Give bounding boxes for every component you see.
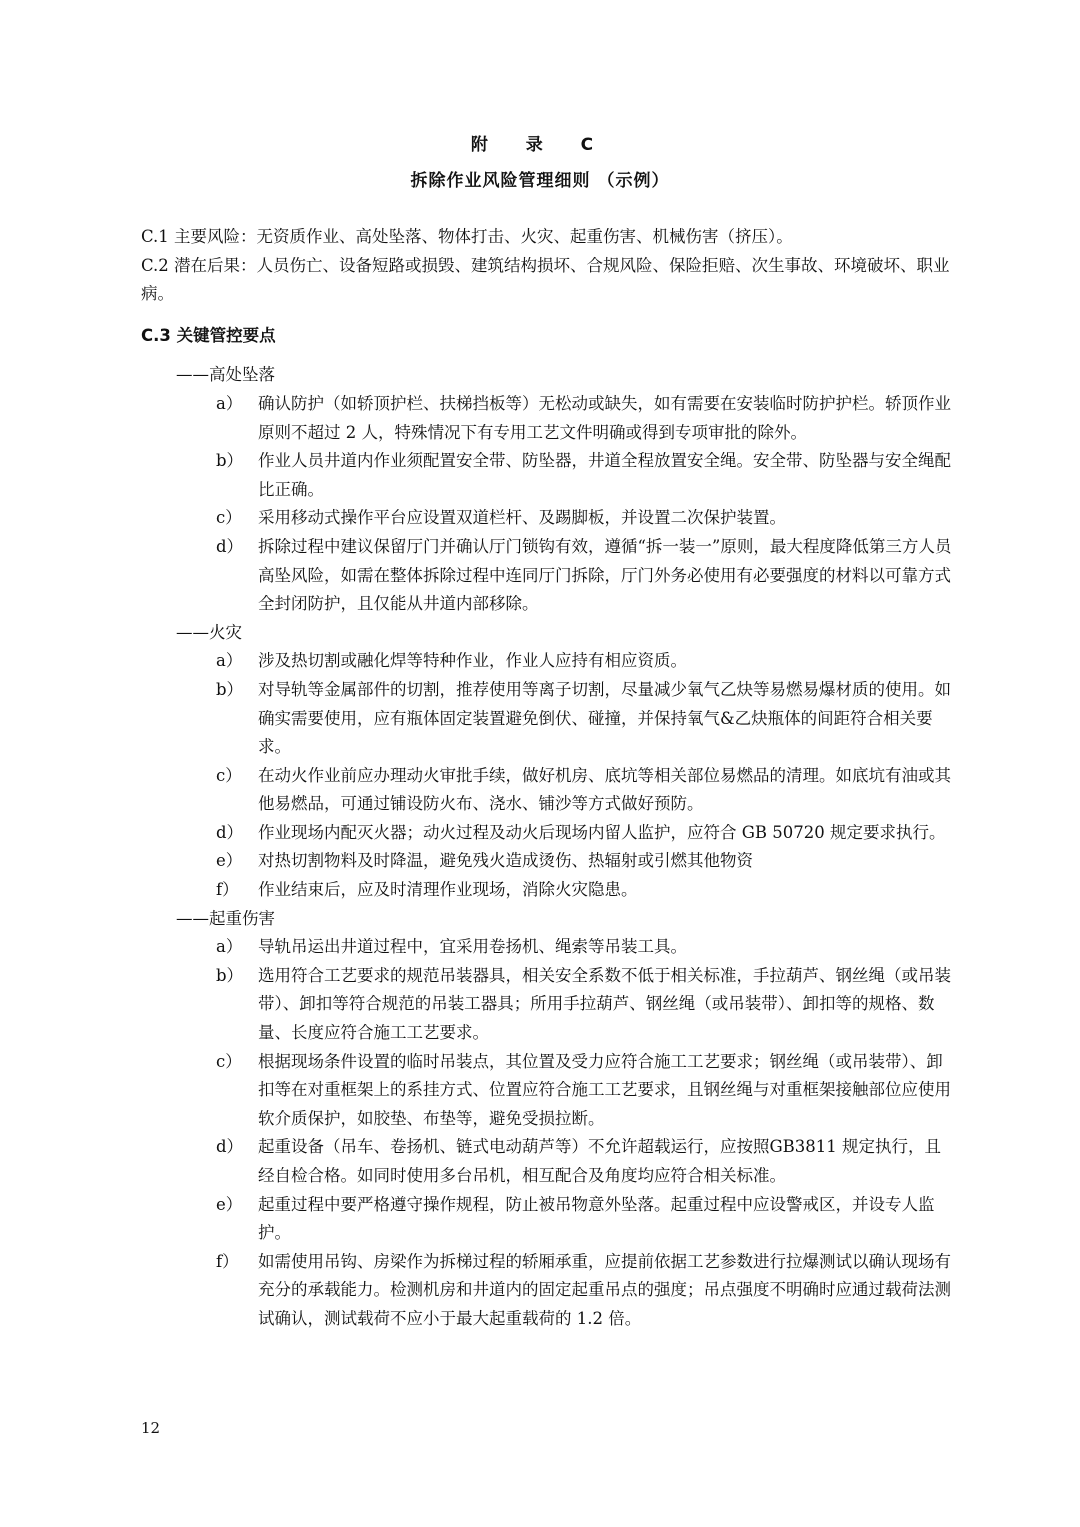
item-text: 起重设备（吊车、卷扬机、链式电动葫芦等）不允许超载运行，应按照GB3811 规定执行，且经自检合格。如同时使用多台吊机，相互配合及角度均应符合相关标准。: [258, 1137, 942, 1185]
list-item: [216, 647, 956, 676]
risk-group-fire: [141, 619, 956, 905]
item-label: a）: [216, 651, 243, 671]
list-item: [216, 1048, 956, 1134]
list-item: [216, 1248, 956, 1334]
item-text: 确认防护（如轿顶护栏、扶梯挡板等）无松动或缺失，如有需要在安装临时防护护栏。轿顶作业原则不超过 2 人，特殊情况下有专用工艺文件明确或得到专项审批的除外。: [258, 393, 951, 442]
list-item: [216, 676, 956, 762]
section-c3-heading: C.3 关键管控要点: [141, 325, 276, 345]
item-label: f）: [216, 1251, 239, 1271]
list-item: [216, 1133, 956, 1190]
item-label: f）: [216, 880, 239, 900]
list-item: [216, 819, 956, 848]
item-label: b）: [216, 965, 244, 985]
list-item: [216, 762, 956, 819]
list-item: [216, 847, 956, 876]
section-c1: C.1 主要风险：无资质作业、高处坠落、物体打击、火灾、起重伤害、机械伤害（挤压）。: [141, 227, 793, 246]
item-label: a）: [216, 393, 243, 413]
item-label: b）: [216, 679, 244, 699]
item-text: 作业结束后，应及时清理作业现场，消除火灾隐患。: [258, 880, 638, 900]
page-number: 12: [141, 1419, 161, 1437]
list-item: [216, 962, 956, 1048]
item-label: e）: [216, 851, 243, 871]
list-item: [216, 533, 956, 619]
item-text: 采用移动式操作平台应设置双道栏杆、及踢脚板，并设置二次保护装置。: [258, 508, 786, 528]
item-text: 作业人员井道内作业须配置安全带、防坠器，井道全程放置安全绳。安全带、防坠器与安全绳配比正确。: [258, 451, 951, 499]
item-text: 涉及热切割或融化焊等特种作业，作业人应持有相应资质。: [258, 651, 687, 671]
item-text: 拆除过程中建议保留厅门并确认厅门锁钩有效，遵循“拆一装一”原则，最大程度降低第三方人员高坠风险，如需在整体拆除过程中连同厅门拆除，厅门外务必使用有必要强度的材料以可靠方式全封闭防护，且仅能从井道内部移除。: [258, 536, 952, 614]
item-text: 如需使用吊钩、房梁作为拆梯过程的轿厢承重，应提前依据工艺参数进行拉爆测试以确认现场有充分的承载能力。检测机房和井道内的固定起重吊点的强度；吊点强度不明确时应通过载荷法测试确认，测试载荷不应小于最大起重载荷的 1.2 倍。: [258, 1251, 951, 1328]
item-label: b）: [216, 451, 244, 471]
list-item: [216, 447, 956, 504]
item-text: 起重过程中要严格遵守操作规程，防止被吊物意外坠落。起重过程中应设警戒区，并设专人监护。: [258, 1194, 935, 1243]
item-label: d）: [216, 1137, 244, 1157]
category-title: ——起重伤害: [176, 908, 275, 928]
risk-group-fall: [141, 361, 956, 618]
appendix-label: 附 录 C: [470, 135, 610, 155]
section-c2: C.2 潜在后果：人员伤亡、设备短路或损毁、建筑结构损坏、合规风险、保险拒赔、次生事故、环境破坏、职业病。: [141, 255, 950, 304]
item-text: 导轨吊运出井道过程中，宜采用卷扬机、绳索等吊装工具。: [258, 937, 687, 957]
item-label: c）: [216, 508, 242, 528]
document-body: [141, 223, 956, 1334]
appendix-title: 拆除作业风险管理细则 （示例）: [410, 171, 670, 191]
item-label: d）: [216, 536, 244, 556]
item-text: 作业现场内配灭火器；动火过程及动火后现场内留人监护，应符合 GB 50720 规定要求执行。: [258, 822, 946, 842]
item-text: 对热切割物料及时降温，避免残火造成烫伤、热辐射或引燃其他物资: [258, 851, 753, 871]
list-item: [216, 876, 956, 905]
category-title: ——高处坠落: [176, 365, 275, 385]
item-label: c）: [216, 1051, 242, 1071]
list-item: [216, 504, 956, 533]
item-text: 对导轨等金属部件的切割，推荐使用等离子切割，尽量减少氧气乙炔等易燃易爆材质的使用。如确实需要使用，应有瓶体固定装置避免倒伏、碰撞，并保持氧气&乙炔瓶体的间距符合相关要求。: [258, 679, 951, 757]
item-text: 选用符合工艺要求的规范吊装器具，相关安全系数不低于相关标准，手拉葫芦、钢丝绳（或吊装带）、卸扣等符合规范的吊装工器具；所用手拉葫芦、钢丝绳（或吊装带）、卸扣等的规格、数量、长度应符合施工工艺要求。: [258, 965, 951, 1043]
item-label: c）: [216, 765, 242, 785]
item-label: e）: [216, 1194, 243, 1214]
category-title: ——火灾: [176, 622, 242, 642]
item-text: 在动火作业前应办理动火审批手续，做好机房、底坑等相关部位易燃品的清理。如底坑有油或其他易燃品，可通过铺设防火布、浇水、铺沙等方式做好预防。: [258, 765, 951, 814]
item-label: d）: [216, 822, 244, 842]
list-item: [216, 933, 956, 962]
list-item: [216, 390, 956, 447]
item-text: 根据现场条件设置的临时吊装点，其位置及受力应符合施工工艺要求；钢丝绳（或吊装带）、卸扣等在对重框架上的系挂方式、位置应符合施工工艺要求，且钢丝绳与对重框架接触部位应使用软介质保护，如胶垫、布垫等，避免受损拉断。: [258, 1051, 951, 1128]
list-item: [216, 1191, 956, 1248]
item-label: a）: [216, 937, 243, 957]
risk-group-lifting: [141, 905, 956, 1334]
